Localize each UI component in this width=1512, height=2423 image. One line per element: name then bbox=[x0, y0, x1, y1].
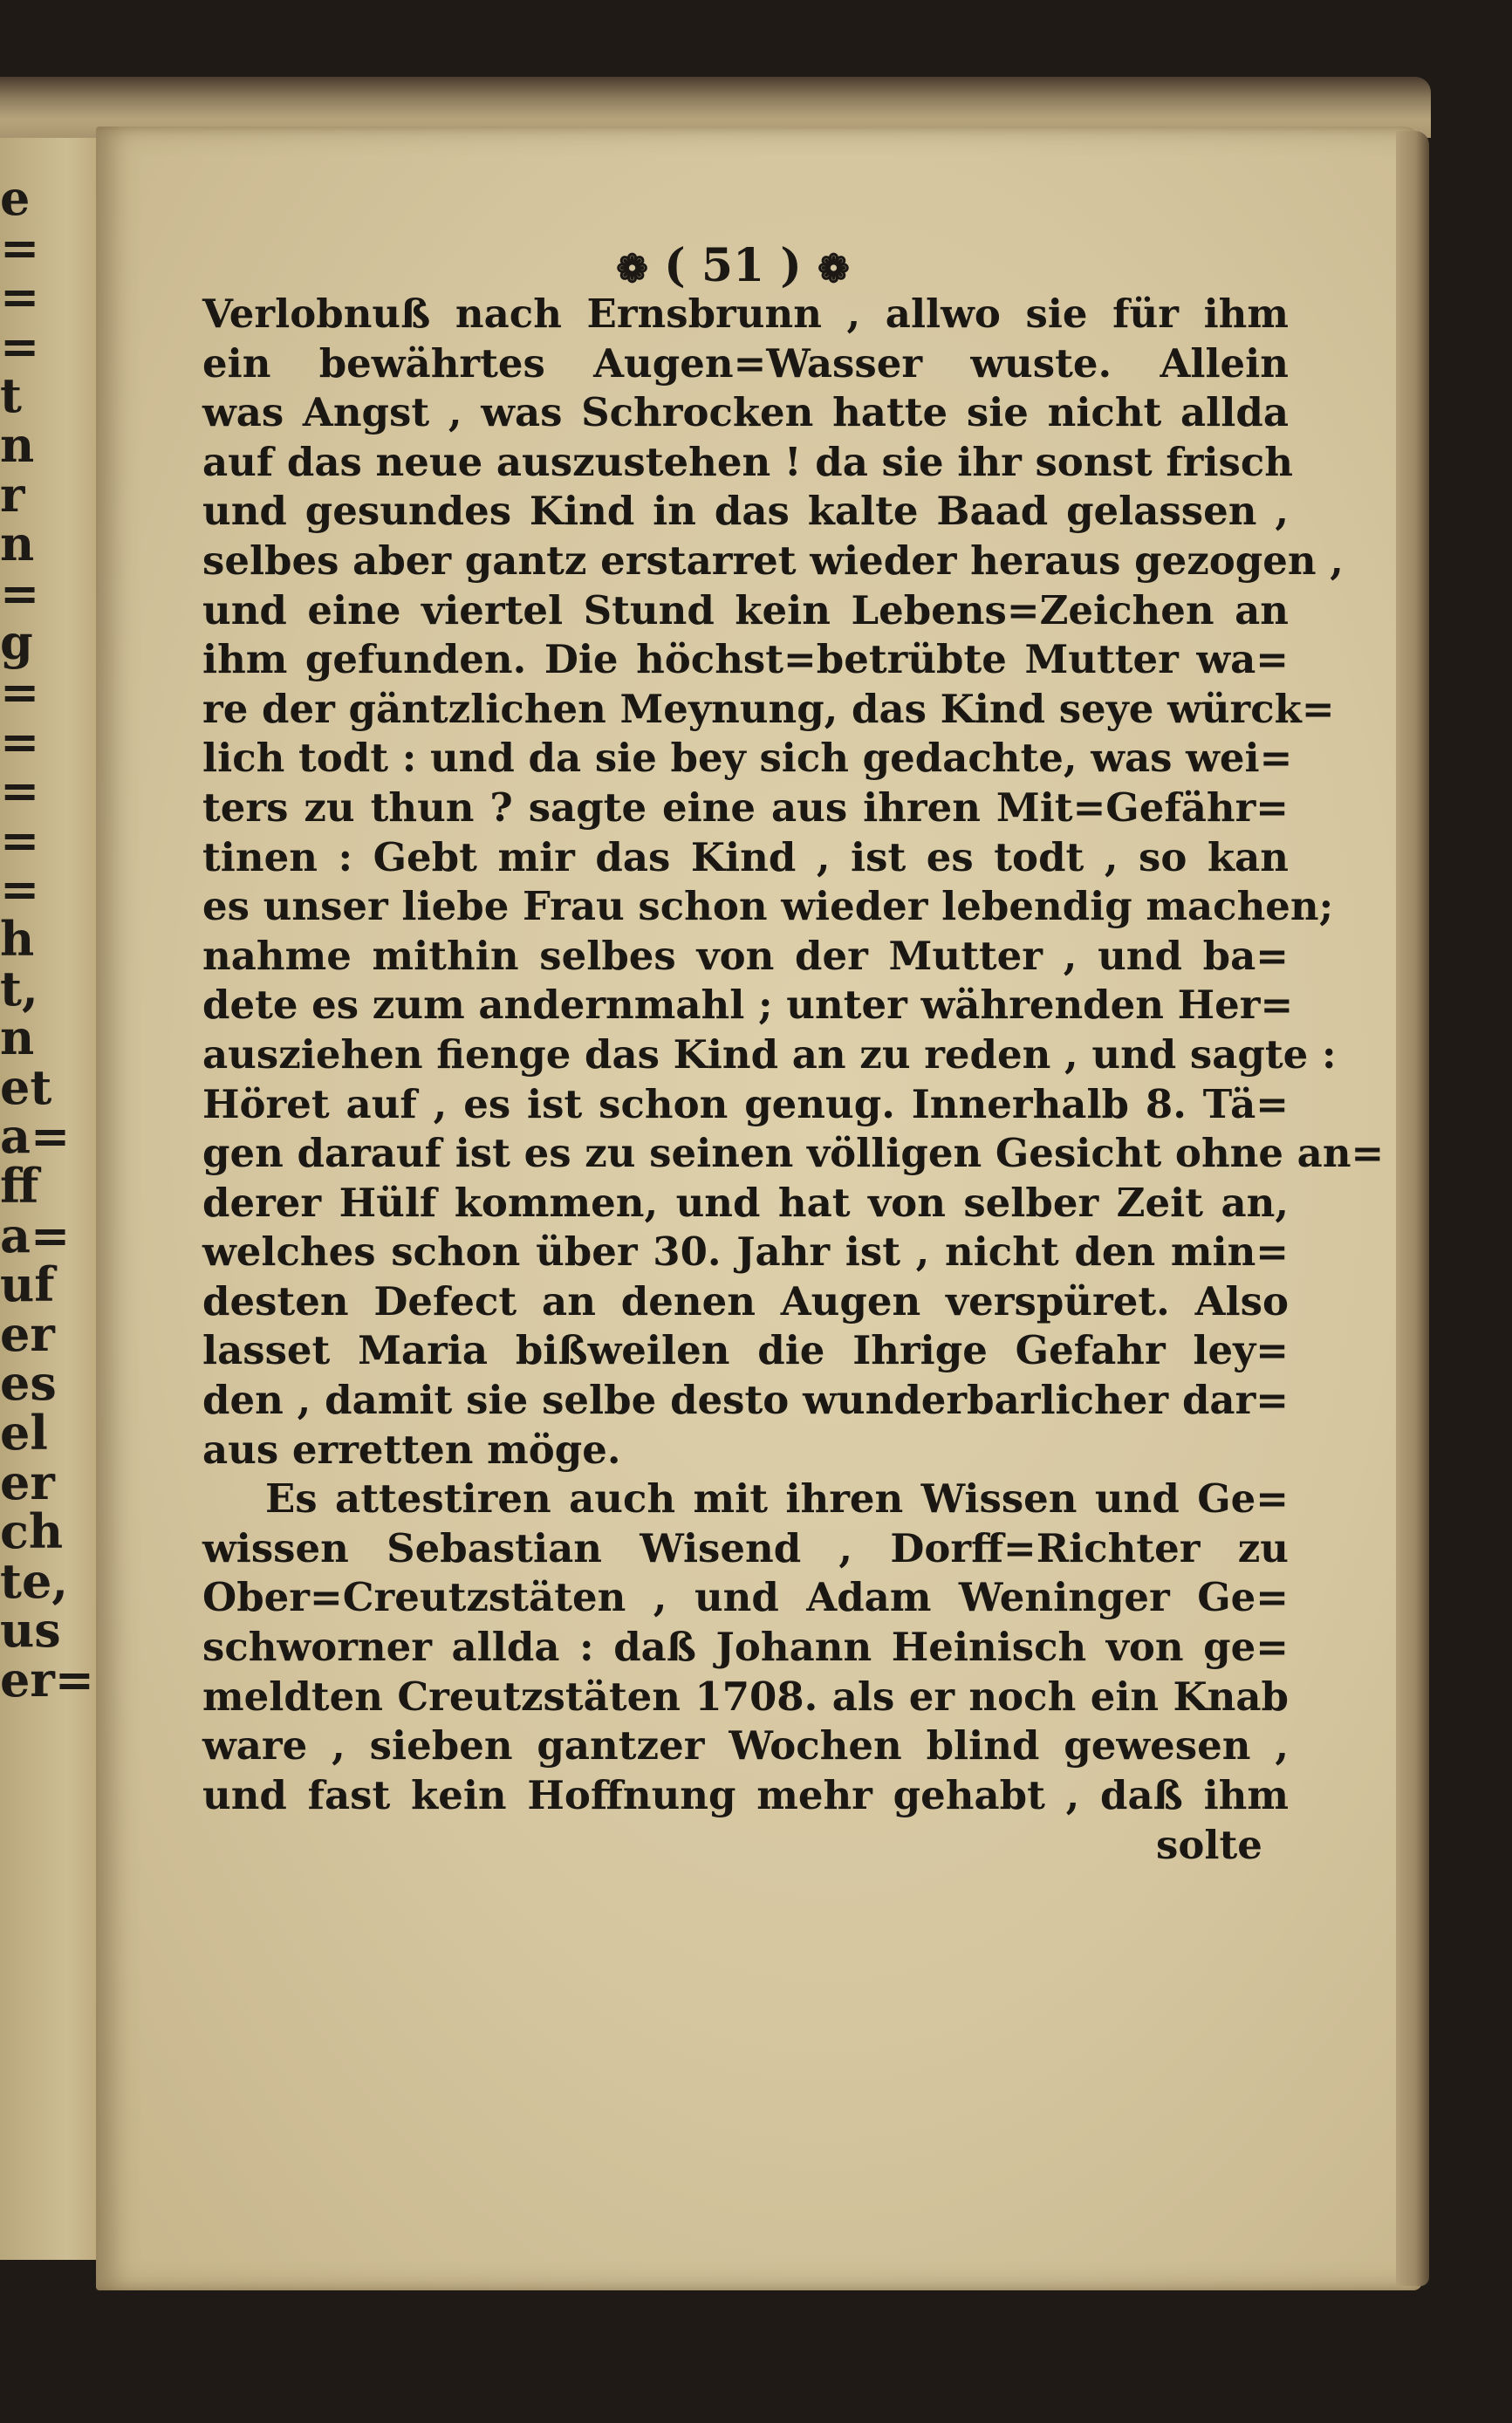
text-line: desten Defect an denen Augen verspüret. Also bbox=[202, 1277, 1289, 1324]
text-line: Ober=Creutzstäten , und Adam Weninger Ge= bbox=[202, 1574, 1289, 1621]
page-header bbox=[550, 236, 916, 297]
text-line: nahme mithin selbes von der Mutter , und ba= bbox=[202, 932, 1289, 979]
text-line: lasset Maria bißweilen die Ihrige Gefahr ley= bbox=[202, 1327, 1289, 1374]
text-line: Höret auf , es ist schon genug. Innerhalb 8. Tä= bbox=[202, 1080, 1289, 1127]
previous-page-fragment: n bbox=[0, 1010, 35, 1066]
text-line: ihm gefunden. Die höchst=betrübte Mutter wa= bbox=[202, 636, 1289, 683]
previous-page-fragment: ff bbox=[0, 1158, 39, 1214]
previous-page-fragment: g bbox=[0, 614, 33, 671]
text-line: dete es zum andernmahl ; unter währenden Her= bbox=[202, 982, 1294, 1029]
ornament-left-icon: ❁ bbox=[616, 246, 648, 291]
text-line: ters zu thun ? sagte eine aus ihren Mit=Gefähr= bbox=[202, 784, 1289, 831]
text-line: ausziehen fienge das Kind an zu reden , und sagte : bbox=[202, 1030, 1337, 1078]
previous-page-fragment: te, bbox=[0, 1552, 69, 1609]
previous-page-fragment: = bbox=[0, 713, 40, 770]
previous-page-fragment: = bbox=[0, 318, 40, 374]
previous-page-fragment: = bbox=[0, 861, 40, 918]
text-line: welches schon über 30. Jahr ist , nicht den min= bbox=[202, 1229, 1289, 1276]
text-line: tinen : Gebt mir das Kind , ist es todt , so kan bbox=[202, 833, 1289, 880]
text-line: was Angst , was Schrocken hatte sie nicht allda bbox=[202, 389, 1289, 436]
previous-page-fragment: a= bbox=[0, 1108, 71, 1165]
page-fore-edge bbox=[1396, 131, 1429, 2286]
text-line: Verlobnuß nach Ernsbrunn , allwo sie für ihm bbox=[202, 291, 1289, 337]
previous-page-fragment: = bbox=[0, 219, 40, 276]
text-line: re der gäntzlichen Meynung, das Kind seye würck= bbox=[202, 685, 1335, 732]
previous-page-fragment: er bbox=[0, 1454, 55, 1510]
text-line: und eine viertel Stund kein Lebens=Zeichen an bbox=[202, 586, 1289, 633]
previous-page-fragment: e bbox=[0, 170, 31, 226]
previous-page-fragment: n bbox=[0, 516, 35, 572]
previous-page-fragment: h bbox=[0, 911, 35, 967]
page-body-text bbox=[202, 290, 1385, 1820]
previous-page-fragment: a= bbox=[0, 1207, 71, 1263]
ornament-right-icon: ❁ bbox=[818, 246, 850, 291]
previous-page-fragment: el bbox=[0, 1405, 48, 1461]
text-line: wissen Sebastian Wisend , Dorff=Richter zu bbox=[202, 1524, 1289, 1571]
previous-page-fragment: = bbox=[0, 269, 40, 325]
previous-page-fragment: = bbox=[0, 565, 40, 621]
catchword: solte bbox=[1156, 1821, 1262, 1868]
previous-page-fragment: es bbox=[0, 1355, 57, 1412]
text-line: derer Hülf kommen, und hat von selber Zeit an, bbox=[202, 1179, 1289, 1226]
text-line: ware , sieben gantzer Wochen blind gewesen , bbox=[202, 1722, 1289, 1769]
previous-page-fragment: = bbox=[0, 763, 40, 819]
text-line: und gesundes Kind in das kalte Baad gelassen , bbox=[202, 488, 1289, 535]
text-line: meldten Creutzstäten 1708. als er noch ein Knab bbox=[202, 1673, 1289, 1720]
previous-page-fragment: us bbox=[0, 1602, 61, 1659]
text-line: schworner allda : daß Johann Heinisch von ge= bbox=[202, 1624, 1289, 1671]
previous-page-fragment: er= bbox=[0, 1652, 95, 1708]
previous-page-fragment: = bbox=[0, 811, 40, 868]
previous-page-fragment: er bbox=[0, 1305, 55, 1362]
previous-page-fragment: uf bbox=[0, 1256, 55, 1313]
page-number: ( 51 ) bbox=[664, 239, 802, 292]
text-line: aus erretten möge. bbox=[202, 1426, 621, 1473]
text-line: lich todt : und da sie bey sich gedachte, was wei= bbox=[202, 735, 1293, 782]
previous-page-fragment: = bbox=[0, 664, 40, 720]
text-line: Es attestiren auch mit ihren Wissen und Ge= bbox=[265, 1475, 1289, 1523]
text-line: den , damit sie selbe desto wunderbarlicher dar= bbox=[202, 1377, 1289, 1424]
text-line: ein bewährtes Augen=Wasser wuste. Allein bbox=[202, 339, 1289, 387]
previous-page-fragment: t bbox=[0, 367, 22, 424]
text-line: gen darauf ist es zu seinen völligen Gesicht ohne an= bbox=[202, 1130, 1385, 1177]
text-line: auf das neue auszustehen ! da sie ihr sonst frisch bbox=[202, 438, 1293, 485]
previous-page-fragment: et bbox=[0, 1058, 52, 1115]
text-line: es unser liebe Frau schon wieder lebendig machen; bbox=[202, 883, 1334, 930]
previous-page-fragment: t, bbox=[0, 960, 38, 1016]
previous-page-fragment: ch bbox=[0, 1503, 64, 1560]
previous-page-fragment: n bbox=[0, 417, 35, 473]
text-line: selbes aber gantz erstarret wieder heraus gezogen , bbox=[202, 537, 1344, 584]
text-line: und fast kein Hoffnung mehr gehabt , daß ihm bbox=[202, 1771, 1289, 1818]
previous-page-fragment: r bbox=[0, 466, 25, 523]
